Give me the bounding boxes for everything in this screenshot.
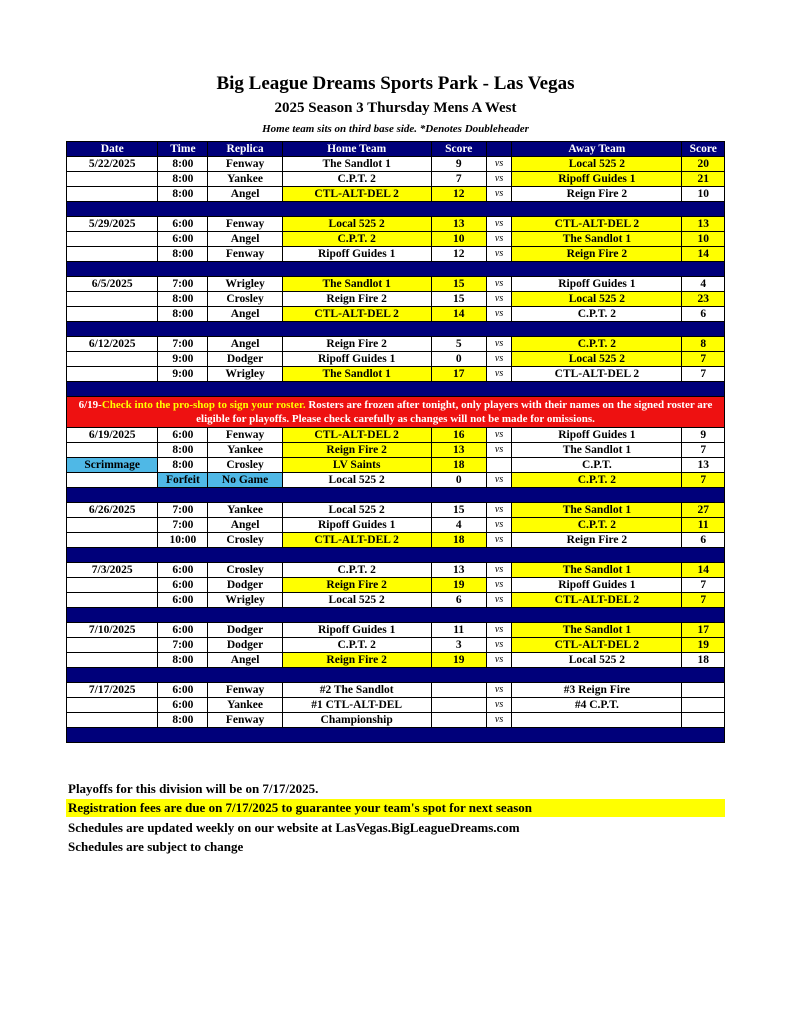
home-score: 15	[431, 292, 486, 307]
game-time: 7:00	[158, 503, 208, 518]
away-score: 8	[682, 337, 725, 352]
game-date	[67, 232, 158, 247]
vs-label: vs	[486, 172, 512, 187]
away-team: Ripoff Guides 1	[512, 578, 682, 593]
home-score: 12	[431, 247, 486, 262]
home-team: Local 525 2	[282, 217, 431, 232]
away-team: Ripoff Guides 1	[512, 172, 682, 187]
home-score: 15	[431, 277, 486, 292]
away-team: Reign Fire 2	[512, 247, 682, 262]
game-row	[67, 217, 725, 232]
game-row	[67, 473, 725, 488]
game-date: 5/29/2025	[67, 217, 158, 232]
away-score: 21	[682, 172, 725, 187]
game-row	[67, 653, 725, 668]
game-row	[67, 503, 725, 518]
home-team: Local 525 2	[282, 503, 431, 518]
game-row	[67, 533, 725, 548]
game-time: 6:00	[158, 578, 208, 593]
away-score: 14	[682, 563, 725, 578]
away-team: Local 525 2	[512, 157, 682, 172]
game-field: Fenway	[208, 157, 282, 172]
game-row	[67, 563, 725, 578]
home-team: Reign Fire 2	[282, 443, 431, 458]
home-team: #1 CTL-ALT-DEL	[282, 698, 431, 713]
playoffs-note: Playoffs for this division will be on 7/17/2025.	[68, 781, 319, 796]
game-field: Yankee	[208, 172, 282, 187]
col-header-time: Time	[158, 142, 208, 157]
away-team: The Sandlot 1	[512, 623, 682, 638]
away-score: 13	[682, 458, 725, 473]
away-team: CTL-ALT-DEL 2	[512, 367, 682, 382]
away-score: 6	[682, 307, 725, 322]
game-time: 9:00	[158, 352, 208, 367]
game-row	[67, 698, 725, 713]
game-date	[67, 713, 158, 728]
home-team: Ripoff Guides 1	[282, 518, 431, 533]
vs-label: vs	[486, 367, 512, 382]
schedule-table	[66, 141, 725, 743]
away-team: C.P.T. 2	[512, 473, 682, 488]
game-row	[67, 683, 725, 698]
vs-label: vs	[486, 352, 512, 367]
notice-highlight: Check into the pro-shop to sign your roster.	[101, 399, 306, 411]
separator-cell	[67, 608, 725, 623]
game-field: Yankee	[208, 698, 282, 713]
away-team: The Sandlot 1	[512, 503, 682, 518]
game-time: 6:00	[158, 217, 208, 232]
vs-label: vs	[486, 578, 512, 593]
game-time: 8:00	[158, 307, 208, 322]
week-separator-row	[67, 668, 725, 683]
game-time: 8:00	[158, 172, 208, 187]
away-score	[682, 698, 725, 713]
vs-label: vs	[486, 157, 512, 172]
game-date	[67, 593, 158, 608]
vs-label: vs	[486, 623, 512, 638]
game-date	[67, 533, 158, 548]
vs-label	[486, 458, 512, 473]
home-score: 13	[431, 563, 486, 578]
vs-label: vs	[486, 443, 512, 458]
home-score	[431, 713, 486, 728]
game-date	[67, 172, 158, 187]
game-time: Forfeit	[158, 473, 208, 488]
away-score: 11	[682, 518, 725, 533]
game-date: 7/10/2025	[67, 623, 158, 638]
home-score: 9	[431, 157, 486, 172]
home-score: 3	[431, 638, 486, 653]
home-score: 10	[431, 232, 486, 247]
game-field: Angel	[208, 518, 282, 533]
home-score: 14	[431, 307, 486, 322]
away-score: 7	[682, 443, 725, 458]
home-score: 19	[431, 578, 486, 593]
home-score: 17	[431, 367, 486, 382]
away-score: 10	[682, 187, 725, 202]
game-date	[67, 443, 158, 458]
away-score: 10	[682, 232, 725, 247]
away-team: C.P.T. 2	[512, 307, 682, 322]
game-field: Angel	[208, 307, 282, 322]
separator-cell	[67, 548, 725, 563]
game-row	[67, 443, 725, 458]
away-score: 27	[682, 503, 725, 518]
home-team: C.P.T. 2	[282, 638, 431, 653]
game-date	[67, 638, 158, 653]
vs-label: vs	[486, 698, 512, 713]
game-row	[67, 623, 725, 638]
vs-label: vs	[486, 638, 512, 653]
col-header-date: Date	[67, 142, 158, 157]
home-score: 12	[431, 187, 486, 202]
page-title: Big League Dreams Sports Park - Las Vegas	[216, 73, 575, 94]
game-row	[67, 232, 725, 247]
game-row	[67, 593, 725, 608]
vs-label: vs	[486, 683, 512, 698]
game-time: 8:00	[158, 653, 208, 668]
week-separator-row	[67, 728, 725, 743]
game-row	[67, 713, 725, 728]
home-score	[431, 698, 486, 713]
home-score: 13	[431, 217, 486, 232]
game-field: No Game	[208, 473, 282, 488]
vs-label: vs	[486, 713, 512, 728]
col-header-home-team: Home Team	[282, 142, 431, 157]
home-team-note: Home team sits on third base side. *Denotes Doubleheader	[262, 123, 529, 135]
home-team: Ripoff Guides 1	[282, 247, 431, 262]
game-time: 8:00	[158, 443, 208, 458]
away-team: Reign Fire 2	[512, 187, 682, 202]
website-note: Schedules are updated weekly on our website at LasVegas.BigLeagueDreams.com	[68, 820, 520, 835]
away-score: 14	[682, 247, 725, 262]
vs-label: vs	[486, 428, 512, 443]
game-date	[67, 307, 158, 322]
home-team: C.P.T. 2	[282, 232, 431, 247]
roster-notice	[67, 397, 725, 428]
home-score: 18	[431, 533, 486, 548]
notice-text: Rosters are frozen after tonight, only players with their names on the signed roster are eligible for playoffs. Please check carefully as changes will not be made for omissions.	[196, 399, 713, 425]
week-separator-row	[67, 202, 725, 217]
game-date	[67, 698, 158, 713]
vs-label: vs	[486, 533, 512, 548]
separator-cell	[67, 262, 725, 277]
game-field: Angel	[208, 232, 282, 247]
game-field: Crosley	[208, 563, 282, 578]
week-separator-row	[67, 548, 725, 563]
game-row	[67, 172, 725, 187]
away-score: 7	[682, 593, 725, 608]
away-team: Ripoff Guides 1	[512, 428, 682, 443]
vs-label: vs	[486, 593, 512, 608]
game-row	[67, 157, 725, 172]
game-row	[67, 367, 725, 382]
vs-label: vs	[486, 217, 512, 232]
game-date	[67, 653, 158, 668]
game-time: 6:00	[158, 698, 208, 713]
home-score: 16	[431, 428, 486, 443]
col-header-away-team: Away Team	[512, 142, 682, 157]
away-score	[682, 713, 725, 728]
roster-notice-row	[67, 397, 725, 428]
away-score: 23	[682, 292, 725, 307]
away-score: 13	[682, 217, 725, 232]
game-field: Dodger	[208, 638, 282, 653]
home-team: The Sandlot 1	[282, 367, 431, 382]
game-time: 7:00	[158, 518, 208, 533]
game-row	[67, 518, 725, 533]
game-time: 6:00	[158, 428, 208, 443]
game-field: Crosley	[208, 292, 282, 307]
away-score: 4	[682, 277, 725, 292]
away-score: 19	[682, 638, 725, 653]
col-header-away-score: Score	[682, 142, 725, 157]
game-time: 8:00	[158, 247, 208, 262]
game-time: 10:00	[158, 533, 208, 548]
game-field: Yankee	[208, 503, 282, 518]
away-team: Reign Fire 2	[512, 533, 682, 548]
home-team: CTL-ALT-DEL 2	[282, 307, 431, 322]
home-score: 15	[431, 503, 486, 518]
home-team: Championship	[282, 713, 431, 728]
game-time: 7:00	[158, 277, 208, 292]
away-team: C.P.T. 2	[512, 337, 682, 352]
home-score: 19	[431, 653, 486, 668]
game-field: Crosley	[208, 533, 282, 548]
game-date: 6/19/2025	[67, 428, 158, 443]
home-team: Reign Fire 2	[282, 653, 431, 668]
game-field: Angel	[208, 337, 282, 352]
home-team: #2 The Sandlot	[282, 683, 431, 698]
game-row	[67, 187, 725, 202]
week-separator-row	[67, 322, 725, 337]
game-time: 6:00	[158, 232, 208, 247]
home-score: 5	[431, 337, 486, 352]
home-team: Reign Fire 2	[282, 337, 431, 352]
away-team: Local 525 2	[512, 352, 682, 367]
away-score	[682, 683, 725, 698]
home-team: Reign Fire 2	[282, 578, 431, 593]
game-time: 8:00	[158, 157, 208, 172]
vs-label: vs	[486, 473, 512, 488]
game-date	[67, 367, 158, 382]
vs-label: vs	[486, 503, 512, 518]
game-field: Angel	[208, 653, 282, 668]
col-header-home-score: Score	[431, 142, 486, 157]
game-row	[67, 337, 725, 352]
game-date	[67, 292, 158, 307]
away-team: The Sandlot 1	[512, 443, 682, 458]
game-date	[67, 352, 158, 367]
game-date: 7/3/2025	[67, 563, 158, 578]
away-score: 20	[682, 157, 725, 172]
away-team: C.P.T.	[512, 458, 682, 473]
game-field: Angel	[208, 187, 282, 202]
game-date	[67, 518, 158, 533]
registration-fees-note: Registration fees are due on 7/17/2025 to guarantee your team's spot for next season	[66, 799, 725, 817]
away-team: CTL-ALT-DEL 2	[512, 638, 682, 653]
week-separator-row	[67, 608, 725, 623]
home-score: 7	[431, 172, 486, 187]
away-team: C.P.T. 2	[512, 518, 682, 533]
home-score: 11	[431, 623, 486, 638]
away-score: 17	[682, 623, 725, 638]
separator-cell	[67, 488, 725, 503]
game-time: 7:00	[158, 337, 208, 352]
schedule-subtitle: 2025 Season 3 Thursday Mens A West	[274, 100, 517, 116]
game-field: Dodger	[208, 623, 282, 638]
game-row	[67, 307, 725, 322]
away-team: #4 C.P.T.	[512, 698, 682, 713]
away-team: CTL-ALT-DEL 2	[512, 593, 682, 608]
game-field: Dodger	[208, 578, 282, 593]
game-date: 7/17/2025	[67, 683, 158, 698]
game-row	[67, 428, 725, 443]
home-team: Ripoff Guides 1	[282, 352, 431, 367]
vs-label: vs	[486, 653, 512, 668]
vs-label: vs	[486, 292, 512, 307]
home-team: CTL-ALT-DEL 2	[282, 533, 431, 548]
home-score: 13	[431, 443, 486, 458]
separator-cell	[67, 668, 725, 683]
home-team: The Sandlot 1	[282, 157, 431, 172]
separator-cell	[67, 728, 725, 743]
away-score: 7	[682, 367, 725, 382]
vs-label: vs	[486, 307, 512, 322]
game-field: Wrigley	[208, 367, 282, 382]
table-header-row	[67, 142, 725, 157]
home-team: CTL-ALT-DEL 2	[282, 187, 431, 202]
game-row	[67, 277, 725, 292]
vs-label: vs	[486, 337, 512, 352]
game-time: 6:00	[158, 593, 208, 608]
week-separator-row	[67, 262, 725, 277]
game-date	[67, 187, 158, 202]
away-score: 6	[682, 533, 725, 548]
game-date	[67, 578, 158, 593]
game-field: Fenway	[208, 713, 282, 728]
home-team: LV Saints	[282, 458, 431, 473]
game-time: 6:00	[158, 683, 208, 698]
notice-date: 6/19-	[78, 399, 102, 411]
game-time: 7:00	[158, 638, 208, 653]
vs-label: vs	[486, 563, 512, 578]
home-team: Local 525 2	[282, 473, 431, 488]
home-team: Reign Fire 2	[282, 292, 431, 307]
home-team: The Sandlot 1	[282, 277, 431, 292]
away-score: 7	[682, 473, 725, 488]
separator-cell	[67, 382, 725, 397]
home-team: CTL-ALT-DEL 2	[282, 428, 431, 443]
subject-to-change-note: Schedules are subject to change	[68, 839, 244, 854]
game-field: Fenway	[208, 247, 282, 262]
col-header-vs	[486, 142, 512, 157]
home-score: 4	[431, 518, 486, 533]
away-team: The Sandlot 1	[512, 563, 682, 578]
game-time: 6:00	[158, 563, 208, 578]
game-date: 6/5/2025	[67, 277, 158, 292]
game-field: Crosley	[208, 458, 282, 473]
home-score: 0	[431, 473, 486, 488]
away-team: Local 525 2	[512, 653, 682, 668]
away-score: 7	[682, 578, 725, 593]
vs-label: vs	[486, 277, 512, 292]
vs-label: vs	[486, 247, 512, 262]
home-score: 18	[431, 458, 486, 473]
game-field: Yankee	[208, 443, 282, 458]
away-team: The Sandlot 1	[512, 232, 682, 247]
game-date	[67, 473, 158, 488]
game-date: Scrimmage	[67, 458, 158, 473]
game-field: Fenway	[208, 217, 282, 232]
separator-cell	[67, 322, 725, 337]
game-date: 6/26/2025	[67, 503, 158, 518]
vs-label: vs	[486, 187, 512, 202]
game-row	[67, 352, 725, 367]
home-team: C.P.T. 2	[282, 172, 431, 187]
away-score: 9	[682, 428, 725, 443]
game-time: 8:00	[158, 713, 208, 728]
home-team: C.P.T. 2	[282, 563, 431, 578]
away-team: Local 525 2	[512, 292, 682, 307]
away-team: #3 Reign Fire	[512, 683, 682, 698]
home-score: 6	[431, 593, 486, 608]
home-score	[431, 683, 486, 698]
away-team: Ripoff Guides 1	[512, 277, 682, 292]
game-field: Dodger	[208, 352, 282, 367]
game-field: Wrigley	[208, 593, 282, 608]
game-time: 8:00	[158, 292, 208, 307]
week-separator-row	[67, 488, 725, 503]
away-team	[512, 713, 682, 728]
game-field: Fenway	[208, 428, 282, 443]
home-team: Local 525 2	[282, 593, 431, 608]
week-separator-row	[67, 382, 725, 397]
game-row	[67, 292, 725, 307]
game-field: Wrigley	[208, 277, 282, 292]
game-row	[67, 638, 725, 653]
game-field: Fenway	[208, 683, 282, 698]
game-date	[67, 247, 158, 262]
home-score: 0	[431, 352, 486, 367]
game-date: 6/12/2025	[67, 337, 158, 352]
vs-label: vs	[486, 518, 512, 533]
game-row	[67, 578, 725, 593]
game-row	[67, 458, 725, 473]
game-date: 5/22/2025	[67, 157, 158, 172]
away-score: 7	[682, 352, 725, 367]
game-row	[67, 247, 725, 262]
vs-label: vs	[486, 232, 512, 247]
col-header-replica: Replica	[208, 142, 282, 157]
separator-cell	[67, 202, 725, 217]
game-time: 9:00	[158, 367, 208, 382]
away-team: CTL-ALT-DEL 2	[512, 217, 682, 232]
away-score: 18	[682, 653, 725, 668]
game-time: 6:00	[158, 623, 208, 638]
game-time: 8:00	[158, 458, 208, 473]
home-team: Ripoff Guides 1	[282, 623, 431, 638]
game-time: 8:00	[158, 187, 208, 202]
